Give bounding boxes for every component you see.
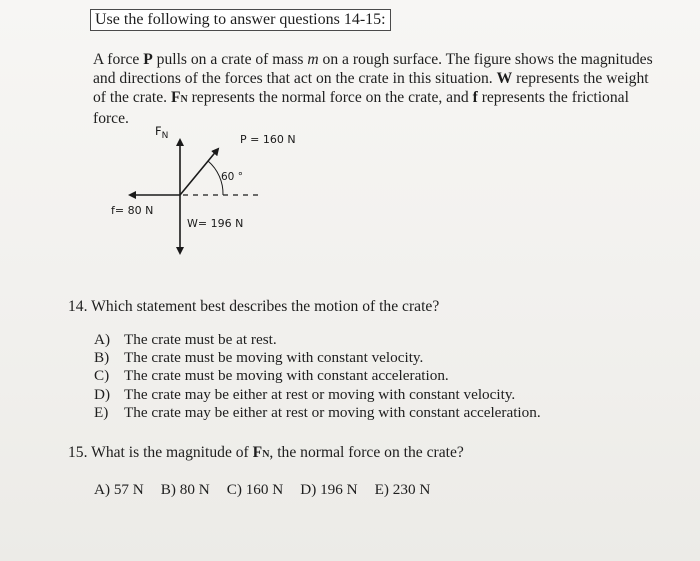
intro-text: represents the normal force on the crate, and [187, 89, 473, 106]
answer-d[interactable]: D) 196 N [300, 481, 358, 498]
intro-text: pulls on a crate of mass [152, 51, 308, 68]
answer-c[interactable]: C) 160 N [226, 481, 284, 498]
question-14-choices [94, 331, 614, 422]
p-label: P = 160 N [240, 133, 296, 146]
intro-text: represents the frictional force. [93, 89, 629, 127]
question-14 [68, 298, 668, 316]
pull-force-arrow [180, 149, 218, 195]
answer-a[interactable]: A) 57 N [94, 481, 144, 498]
friction-symbol: f [472, 89, 478, 106]
choice-b[interactable]: B) The crate must be moving with constant velocity. [94, 349, 424, 367]
intro-text: A force [93, 51, 144, 68]
question-text: , the normal force on the crate? [269, 444, 464, 461]
answer-b[interactable]: B) 80 N [160, 481, 210, 498]
answer-e[interactable]: E) 230 N [374, 481, 431, 498]
choice-e[interactable]: E) The crate may be either at rest or moving with constant acceleration. [94, 403, 541, 421]
intro-text: represents the weight of the crate. [93, 70, 649, 106]
intro-text: on a rough surface. The figure shows the magnitudes and directions of the forces that act on the crate in this situation. [93, 51, 653, 87]
question-number: 14. [68, 298, 88, 315]
normal-force-symbol: FN [170, 89, 188, 106]
question-15 [68, 444, 668, 462]
f-label: f= 80 N [111, 204, 154, 217]
question-text: Which statement best describes the motion of the crate? [91, 298, 440, 315]
question-15-choices [94, 481, 614, 499]
instruction-banner: Use the following to answer questions 14-15: [90, 9, 391, 31]
force-symbol-p: P [143, 51, 153, 68]
weight-symbol: W [496, 70, 513, 87]
question-number: 15. [68, 444, 88, 461]
free-body-diagram [105, 120, 305, 260]
normal-force-symbol: FN [252, 444, 270, 461]
angle-label: 60 ° [221, 171, 243, 183]
question-text: What is the magnitude of [91, 444, 253, 461]
mass-symbol: m [307, 51, 319, 68]
choice-c[interactable]: C) The crate must be moving with constant acceleration. [94, 367, 449, 385]
choice-a[interactable]: A) The crate must be at rest. [94, 331, 277, 348]
choice-d[interactable]: D) The crate may be either at rest or moving with constant velocity. [94, 385, 516, 403]
fn-label: $F_N$ [155, 124, 169, 141]
problem-statement [93, 50, 653, 128]
w-label: W= 196 N [187, 217, 244, 230]
